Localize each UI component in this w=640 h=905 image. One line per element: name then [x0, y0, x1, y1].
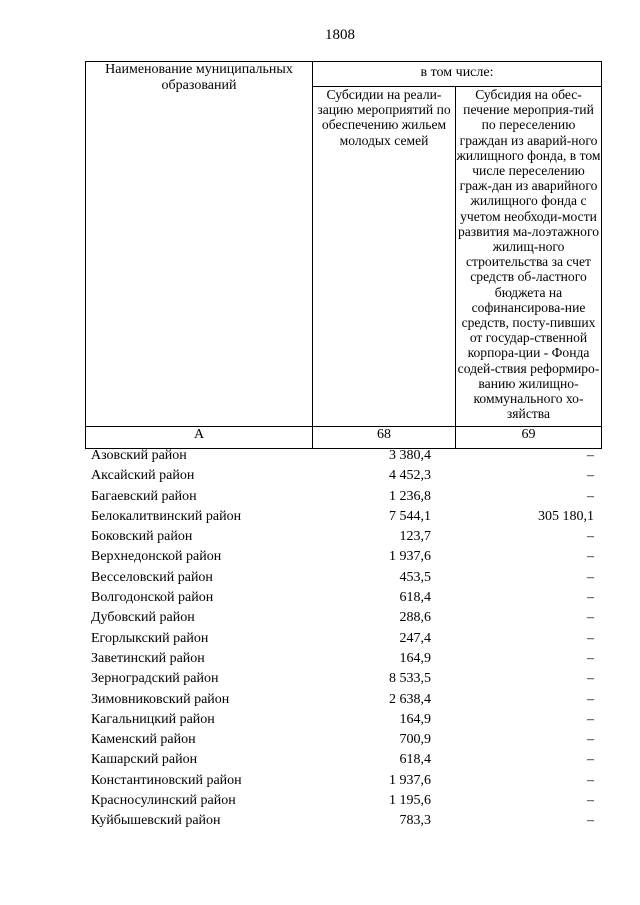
row-value-68: 1 937,6 [389, 772, 431, 788]
row-value-69: – [587, 691, 594, 707]
table-row [91, 608, 601, 628]
row-value-69: – [587, 772, 594, 788]
row-value-69: – [587, 549, 594, 565]
row-name: Волгодонской район [91, 590, 214, 606]
row-name: Белокалитвинский район [91, 508, 242, 524]
row-value-68: 700,9 [399, 732, 431, 748]
row-value-69: – [587, 610, 594, 626]
table-header [85, 61, 602, 449]
column-69-header: Субсидия на обес-печение мероприя-тий по переселению граждан из аварий-ного жилищного фонда, в том числе переселению граж-дан из аварийного жилищного фонда с учетом необходи-мости развития ма-лоэтажного жилищ-ного строительства за счет средств об-ластного бюджета на софинансирова-ние средств, посту-пивших от государ-ственной корпора-ции - Фонда содей-ствия реформиро-ванию жилищно-коммунального хо-зяйства [456, 87, 602, 427]
table-row [91, 710, 601, 730]
row-value-68: 247,4 [399, 630, 431, 646]
row-value-69: – [587, 752, 594, 768]
row-value-69: – [587, 671, 594, 687]
row-value-68: 164,9 [399, 711, 431, 727]
row-value-68: 123,7 [399, 529, 431, 545]
row-name: Куйбышевский район [91, 813, 221, 829]
table-row [91, 669, 601, 689]
row-value-69: – [587, 630, 594, 646]
row-value-68: 1 236,8 [389, 488, 431, 504]
column-68-header: Субсидии на реали-зацию мероприятий по обеспечению жильем молодых семей [313, 87, 456, 427]
row-value-69: – [587, 448, 594, 463]
row-name: Багаевский район [91, 488, 197, 504]
index-69: 69 [456, 427, 602, 449]
table-row [91, 527, 601, 547]
row-value-68: 3 380,4 [389, 448, 431, 463]
row-value-68: 7 544,1 [389, 508, 431, 524]
row-name: Егорлыкский район [91, 630, 209, 646]
table-row [91, 487, 601, 507]
row-name: Зимовниковский район [91, 691, 230, 707]
row-value-69: 305 180,1 [538, 508, 594, 524]
table-row [91, 730, 601, 750]
row-name: Красносулинский район [91, 793, 236, 809]
index-a: А [86, 427, 313, 449]
row-value-68: 1 195,6 [389, 793, 431, 809]
table-row [91, 690, 601, 710]
row-value-69: – [587, 590, 594, 606]
row-value-69: – [587, 650, 594, 666]
row-value-68: 783,3 [399, 813, 431, 829]
row-name: Кагальницкий район [91, 711, 215, 727]
row-name: Весселовский район [91, 569, 213, 585]
row-value-69: – [587, 732, 594, 748]
row-value-68: 4 452,3 [389, 468, 431, 484]
table-row [91, 568, 601, 588]
row-value-68: 2 638,4 [389, 691, 431, 707]
page-number: 1808 [325, 27, 355, 43]
row-value-69: – [587, 569, 594, 585]
row-value-68: 164,9 [399, 650, 431, 666]
row-name: Заветинский район [91, 650, 205, 666]
table-row [91, 547, 601, 567]
name-column-header: Наименование муниципальных образований [86, 62, 313, 427]
row-value-68: 618,4 [399, 752, 431, 768]
row-name: Дубовский район [91, 610, 195, 626]
row-name: Азовский район [91, 448, 187, 463]
row-value-68: 618,4 [399, 590, 431, 606]
row-name: Каменский район [91, 732, 196, 748]
row-name: Кашарский район [91, 752, 198, 768]
row-value-69: – [587, 711, 594, 727]
table-row [91, 466, 601, 486]
index-68: 68 [313, 427, 456, 449]
table-row [91, 791, 601, 811]
row-value-69: – [587, 468, 594, 484]
row-value-69: – [587, 813, 594, 829]
table-row [91, 588, 601, 608]
table-row [91, 771, 601, 791]
row-name: Зерноградский район [91, 671, 219, 687]
row-value-68: 1 937,6 [389, 549, 431, 565]
table-row [91, 649, 601, 669]
row-value-69: – [587, 488, 594, 504]
row-value-68: 8 533,5 [389, 671, 431, 687]
row-name: Константиновский район [91, 772, 242, 788]
row-value-68: 288,6 [399, 610, 431, 626]
row-name: Боковский район [91, 529, 193, 545]
table-row [91, 750, 601, 770]
row-value-68: 453,5 [399, 569, 431, 585]
table-row [91, 811, 601, 831]
table-row [91, 629, 601, 649]
table-body [91, 446, 601, 832]
table-row [91, 507, 601, 527]
row-value-69: – [587, 529, 594, 545]
row-value-69: – [587, 793, 594, 809]
row-name: Верхнедонской район [91, 549, 222, 565]
table-row [91, 446, 601, 466]
row-name: Аксайский район [91, 468, 195, 484]
including-header: в том числе: [313, 62, 602, 87]
